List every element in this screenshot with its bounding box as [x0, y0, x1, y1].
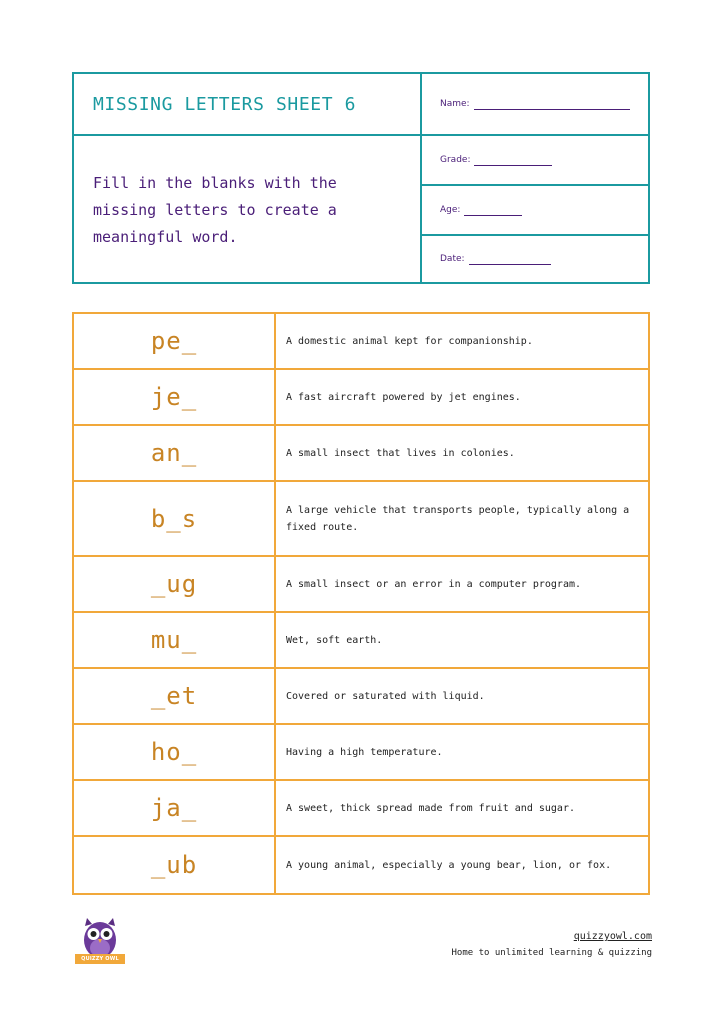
- clue-cell: [276, 426, 648, 480]
- word-puzzle: b_s: [150, 504, 198, 533]
- word-puzzle: _ug: [150, 570, 198, 598]
- word-cell: [74, 837, 276, 893]
- age-field: [422, 186, 648, 236]
- word-puzzle: an_: [150, 439, 198, 467]
- table-row: [74, 613, 648, 669]
- age-blank-line: [464, 205, 522, 216]
- word-clue: A domestic animal kept for companionship.: [286, 335, 533, 347]
- missing-letters-table: [72, 312, 650, 895]
- table-row: [74, 426, 648, 482]
- instructions-cell: [74, 136, 420, 282]
- title-cell: [74, 74, 420, 136]
- site-link[interactable]: quizzyowl.com: [573, 931, 652, 942]
- word-cell: [74, 613, 276, 667]
- word-puzzle: je_: [150, 383, 198, 411]
- clue-cell: [276, 370, 648, 424]
- word-puzzle: _et: [150, 682, 198, 710]
- table-row: [74, 482, 648, 557]
- word-clue: Wet, soft earth.: [286, 634, 383, 646]
- word-cell: [74, 426, 276, 480]
- word-clue: A small insect or an error in a computer program.: [286, 578, 582, 590]
- instructions-text: Fill in the blanks with the missing letters to create a meaningful word.: [93, 174, 337, 246]
- table-row: [74, 557, 648, 613]
- table-row: [74, 314, 648, 370]
- date-field: [422, 236, 648, 282]
- clue-cell: [276, 482, 648, 555]
- word-puzzle: mu_: [150, 626, 198, 654]
- word-puzzle: ja_: [150, 794, 198, 822]
- word-puzzle: pe_: [150, 327, 198, 355]
- table-row: [74, 669, 648, 725]
- name-blank-line: [474, 99, 630, 110]
- grade-blank-line: [474, 155, 552, 166]
- word-clue: Having a high temperature.: [286, 746, 443, 758]
- word-cell: [74, 725, 276, 779]
- word-puzzle: ho_: [150, 738, 198, 766]
- header-left: [74, 74, 422, 282]
- table-row: [74, 370, 648, 426]
- logo-wordmark: QUIZZY OWL: [75, 954, 125, 964]
- date-blank-line: [469, 254, 551, 265]
- word-clue: A young animal, especially a young bear, lion, or fox.: [286, 859, 612, 871]
- word-clue: A fast aircraft powered by jet engines.: [286, 391, 521, 403]
- worksheet-header: [72, 72, 650, 284]
- grade-field: [422, 136, 648, 186]
- word-clue: A sweet, thick spread made from fruit and sugar.: [286, 802, 575, 814]
- clue-cell: [276, 781, 648, 835]
- word-cell: [74, 482, 276, 555]
- clue-cell: [276, 314, 648, 368]
- word-cell: [74, 370, 276, 424]
- word-puzzle: _ub: [150, 851, 198, 879]
- word-cell: [74, 669, 276, 723]
- word-clue: A small insect that lives in colonies.: [286, 447, 515, 459]
- name-field: [422, 74, 648, 136]
- age-label: Age:: [440, 205, 461, 215]
- name-label: Name:: [440, 99, 470, 109]
- site-tagline: Home to unlimited learning & quizzing: [451, 948, 652, 958]
- grade-label: Grade:: [440, 155, 471, 165]
- word-clue: Covered or saturated with liquid.: [286, 690, 485, 702]
- word-clue: A large vehicle that transports people, typically along a fixed route.: [286, 504, 630, 533]
- word-cell: [74, 314, 276, 368]
- date-label: Date:: [440, 254, 465, 264]
- clue-cell: [276, 613, 648, 667]
- clue-cell: [276, 669, 648, 723]
- table-row: [74, 725, 648, 781]
- table-row: [74, 837, 648, 893]
- clue-cell: [276, 837, 648, 893]
- clue-cell: [276, 725, 648, 779]
- word-cell: [74, 557, 276, 611]
- footer-info: [452, 931, 652, 958]
- sheet-title: MISSING LETTERS SHEET 6: [93, 93, 357, 115]
- word-cell: [74, 781, 276, 835]
- table-row: [74, 781, 648, 837]
- student-info: [422, 74, 648, 282]
- clue-cell: [276, 557, 648, 611]
